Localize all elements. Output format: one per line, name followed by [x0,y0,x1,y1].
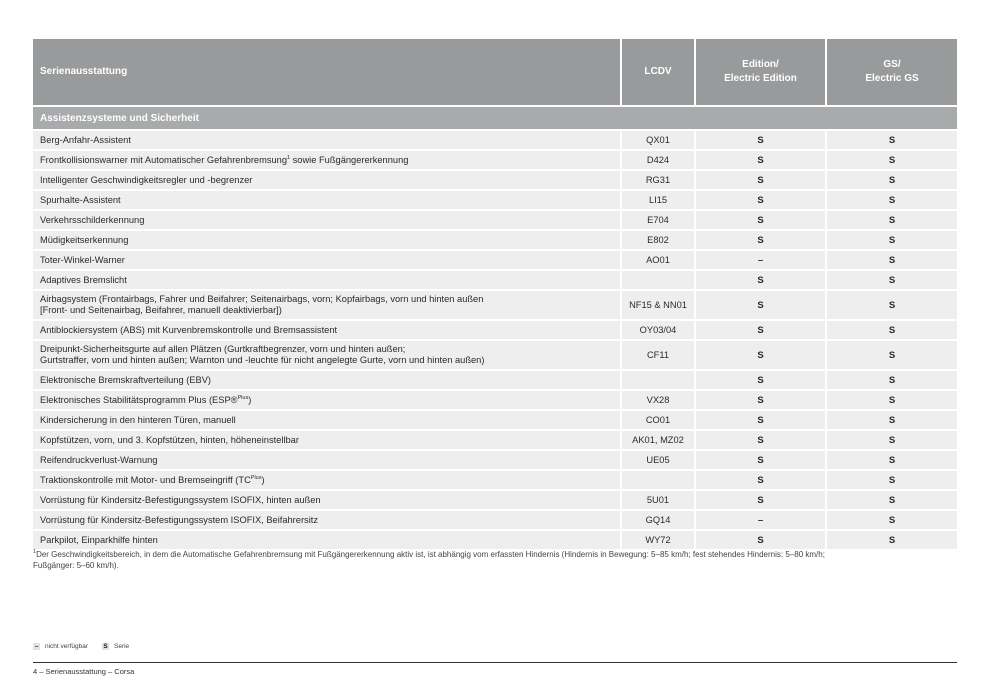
feature-cell [33,390,621,410]
lcdv-cell: WY72 [621,530,695,549]
feature-text: Vorrüstung für Kindersitz-Befestigungssystem ISOFIX, hinten außen [40,494,321,505]
feature-text: Müdigkeitserkennung [40,234,129,245]
feature-text: Dreipunkt-Sicherheitsgurte auf allen Plätzen (Gurtkraftbegrenzer, vorn und hinten außen; [40,344,406,354]
footnote-mark: 1 [33,549,37,555]
header-gs [826,39,957,106]
feature-text-tail: ) [261,474,265,485]
header-gs-line2: Electric GS [865,73,919,84]
feature-text: Elektronisches Stabilitätsprogramm Plus (ESP® [40,394,238,405]
footnote [33,549,957,571]
gs-cell: S [826,490,957,510]
feature-cell [33,410,621,430]
table-row [33,270,957,290]
lcdv-cell: CO01 [621,410,695,430]
feature-superscript: 1 [287,154,291,161]
header-edition-line1: Edition/ [742,59,779,70]
feature-cell [33,430,621,450]
feature-text: Airbagsystem (Frontairbags, Fahrer und Beifahrer; Seitenairbags, vorn; Kopfairbags, vorn und hinten außen [40,294,484,304]
legend [33,643,143,650]
lcdv-cell: E802 [621,230,695,250]
header-lcdv: LCDV [621,39,695,106]
feature-text: Frontkollisionswarner mit Automatischer Gefahrenbremsung [40,154,287,165]
feature-text: Adaptives Bremslicht [40,274,127,285]
edition-cell: S [695,320,826,340]
feature-text: Spurhalte-Assistent [40,194,121,205]
lcdv-cell: D424 [621,150,695,170]
gs-cell: S [826,320,957,340]
lcdv-cell: GQ14 [621,510,695,530]
edition-cell: S [695,290,826,320]
feature-text: Verkehrsschilderkennung [40,214,145,225]
lcdv-cell [621,370,695,390]
legend-dash-label: nicht verfügbar [45,643,88,650]
feature-cell [33,170,621,190]
gs-cell: S [826,150,957,170]
lcdv-cell [621,270,695,290]
feature-text-line2: Gurtstraffer, vorn und hinten außen; Warnton und -leuchte für nicht angelegte Gurte, vorn und hinten außen) [40,355,485,365]
table-row [33,190,957,210]
feature-cell [33,270,621,290]
legend-dash-symbol: – [34,643,39,650]
gs-cell: S [826,410,957,430]
edition-cell: S [695,190,826,210]
legend-item-not-available [33,643,88,650]
table-row [33,230,957,250]
table-row [33,130,957,150]
edition-cell: S [695,340,826,370]
lcdv-cell: UE05 [621,450,695,470]
legend-item-standard [102,643,129,650]
feature-text-line2: [Front- und Seitenairbag, Beifahrer, manuell deaktivierbar]) [40,305,282,315]
table-row [33,320,957,340]
gs-cell: S [826,340,957,370]
lcdv-cell: QX01 [621,130,695,150]
edition-cell: S [695,170,826,190]
gs-cell: S [826,470,957,490]
feature-text-tail: sowie Fußgängererkennung [290,154,409,165]
gs-cell: S [826,170,957,190]
table-row [33,410,957,430]
edition-cell: S [695,410,826,430]
table-row [33,430,957,450]
edition-cell: S [695,390,826,410]
lcdv-cell: 5U01 [621,490,695,510]
feature-text: Intelligenter Geschwindigkeitsregler und -begrenzer [40,174,253,185]
lcdv-cell: RG31 [621,170,695,190]
table-row [33,450,957,470]
edition-cell: S [695,470,826,490]
table-row [33,150,957,170]
feature-cell [33,130,621,150]
lcdv-cell: OY03/04 [621,320,695,340]
feature-text: Parkpilot, Einparkhilfe hinten [40,534,158,545]
edition-cell: S [695,370,826,390]
gs-cell: S [826,290,957,320]
table-row [33,530,957,549]
feature-cell [33,370,621,390]
gs-cell: S [826,390,957,410]
equipment-table [33,39,957,549]
gs-cell: S [826,450,957,470]
feature-cell [33,470,621,490]
footnote-line1: Der Geschwindigkeitsbereich, in dem die Automatische Gefahrenbremsung mit Fußgängererkennung aktiv ist, ist abhängig vom erfassten Hindernis (Hindernis in Bewegung: 5–85 km/h; fest stehendes Hindernis: 5–80 km/h; [36,550,825,559]
feature-text: Kindersicherung in den hinteren Türen, manuell [40,414,236,425]
footnote-line2: Fußgänger: 5–60 km/h). [33,561,119,570]
edition-cell: S [695,430,826,450]
lcdv-cell: AO01 [621,250,695,270]
feature-text-tail: ) [248,394,252,405]
footer-divider [33,662,957,663]
gs-cell: S [826,270,957,290]
gs-cell: S [826,510,957,530]
feature-cell [33,320,621,340]
gs-cell: S [826,230,957,250]
feature-cell [33,190,621,210]
gs-cell: S [826,430,957,450]
feature-text: Reifendruckverlust-Warnung [40,454,158,465]
edition-cell: S [695,150,826,170]
section-title: Assistenzsysteme und Sicherheit [33,106,957,130]
feature-text: Kopfstützen, vorn, und 3. Kopfstützen, hinten, höheneinstellbar [40,434,299,445]
gs-cell: S [826,190,957,210]
edition-cell: S [695,210,826,230]
legend-s-label: Serie [114,643,130,650]
header-edition-line2: Electric Edition [724,73,797,84]
table-row [33,170,957,190]
table-row [33,490,957,510]
lcdv-cell: LI15 [621,190,695,210]
edition-cell: S [695,450,826,470]
feature-cell [33,510,621,530]
lcdv-cell: VX28 [621,390,695,410]
feature-superscript: Plus [250,474,262,481]
header-edition [695,39,826,106]
feature-cell [33,150,621,170]
feature-text: Elektronische Bremskraftverteilung (EBV) [40,374,212,385]
edition-cell: – [695,250,826,270]
feature-text: Antiblockiersystem (ABS) mit Kurvenbremskontrolle und Bremsassistent [40,324,338,335]
feature-cell [33,490,621,510]
table-row [33,340,957,370]
lcdv-cell: CF11 [621,340,695,370]
edition-cell: S [695,490,826,510]
edition-cell: S [695,230,826,250]
feature-text: Berg-Anfahr-Assistent [40,134,131,145]
section-row [33,106,957,130]
edition-cell: – [695,510,826,530]
feature-superscript: Plus [237,394,249,401]
table-row [33,370,957,390]
lcdv-cell: E704 [621,210,695,230]
table-header-row [33,39,957,106]
feature-text: Traktionskontrolle mit Motor- und Bremseingriff (TC [40,474,251,485]
feature-cell [33,450,621,470]
feature-cell [33,210,621,230]
table-row [33,470,957,490]
gs-cell: S [826,210,957,230]
lcdv-cell [621,470,695,490]
gs-cell: S [826,530,957,549]
feature-cell [33,530,621,549]
feature-cell [33,340,621,370]
edition-cell: S [695,530,826,549]
page-footer: 4 – Serienausstattung – Corsa [33,667,135,676]
feature-cell [33,250,621,270]
gs-cell: S [826,250,957,270]
gs-cell: S [826,130,957,150]
feature-cell [33,230,621,250]
gs-cell: S [826,370,957,390]
legend-s-symbol: S [103,643,108,650]
header-gs-line1: GS/ [883,59,901,70]
edition-cell: S [695,270,826,290]
edition-cell: S [695,130,826,150]
lcdv-cell: AK01, MZ02 [621,430,695,450]
feature-text: Toter-Winkel-Warner [40,254,125,265]
feature-cell [33,290,621,320]
equipment-table-container [33,39,957,549]
table-row [33,250,957,270]
feature-text: Vorrüstung für Kindersitz-Befestigungssystem ISOFIX, Beifahrersitz [40,514,318,525]
lcdv-cell: NF15 & NN01 [621,290,695,320]
table-row [33,510,957,530]
table-row [33,390,957,410]
table-row [33,290,957,320]
table-row [33,210,957,230]
header-feature: Serienausstattung [33,39,621,106]
